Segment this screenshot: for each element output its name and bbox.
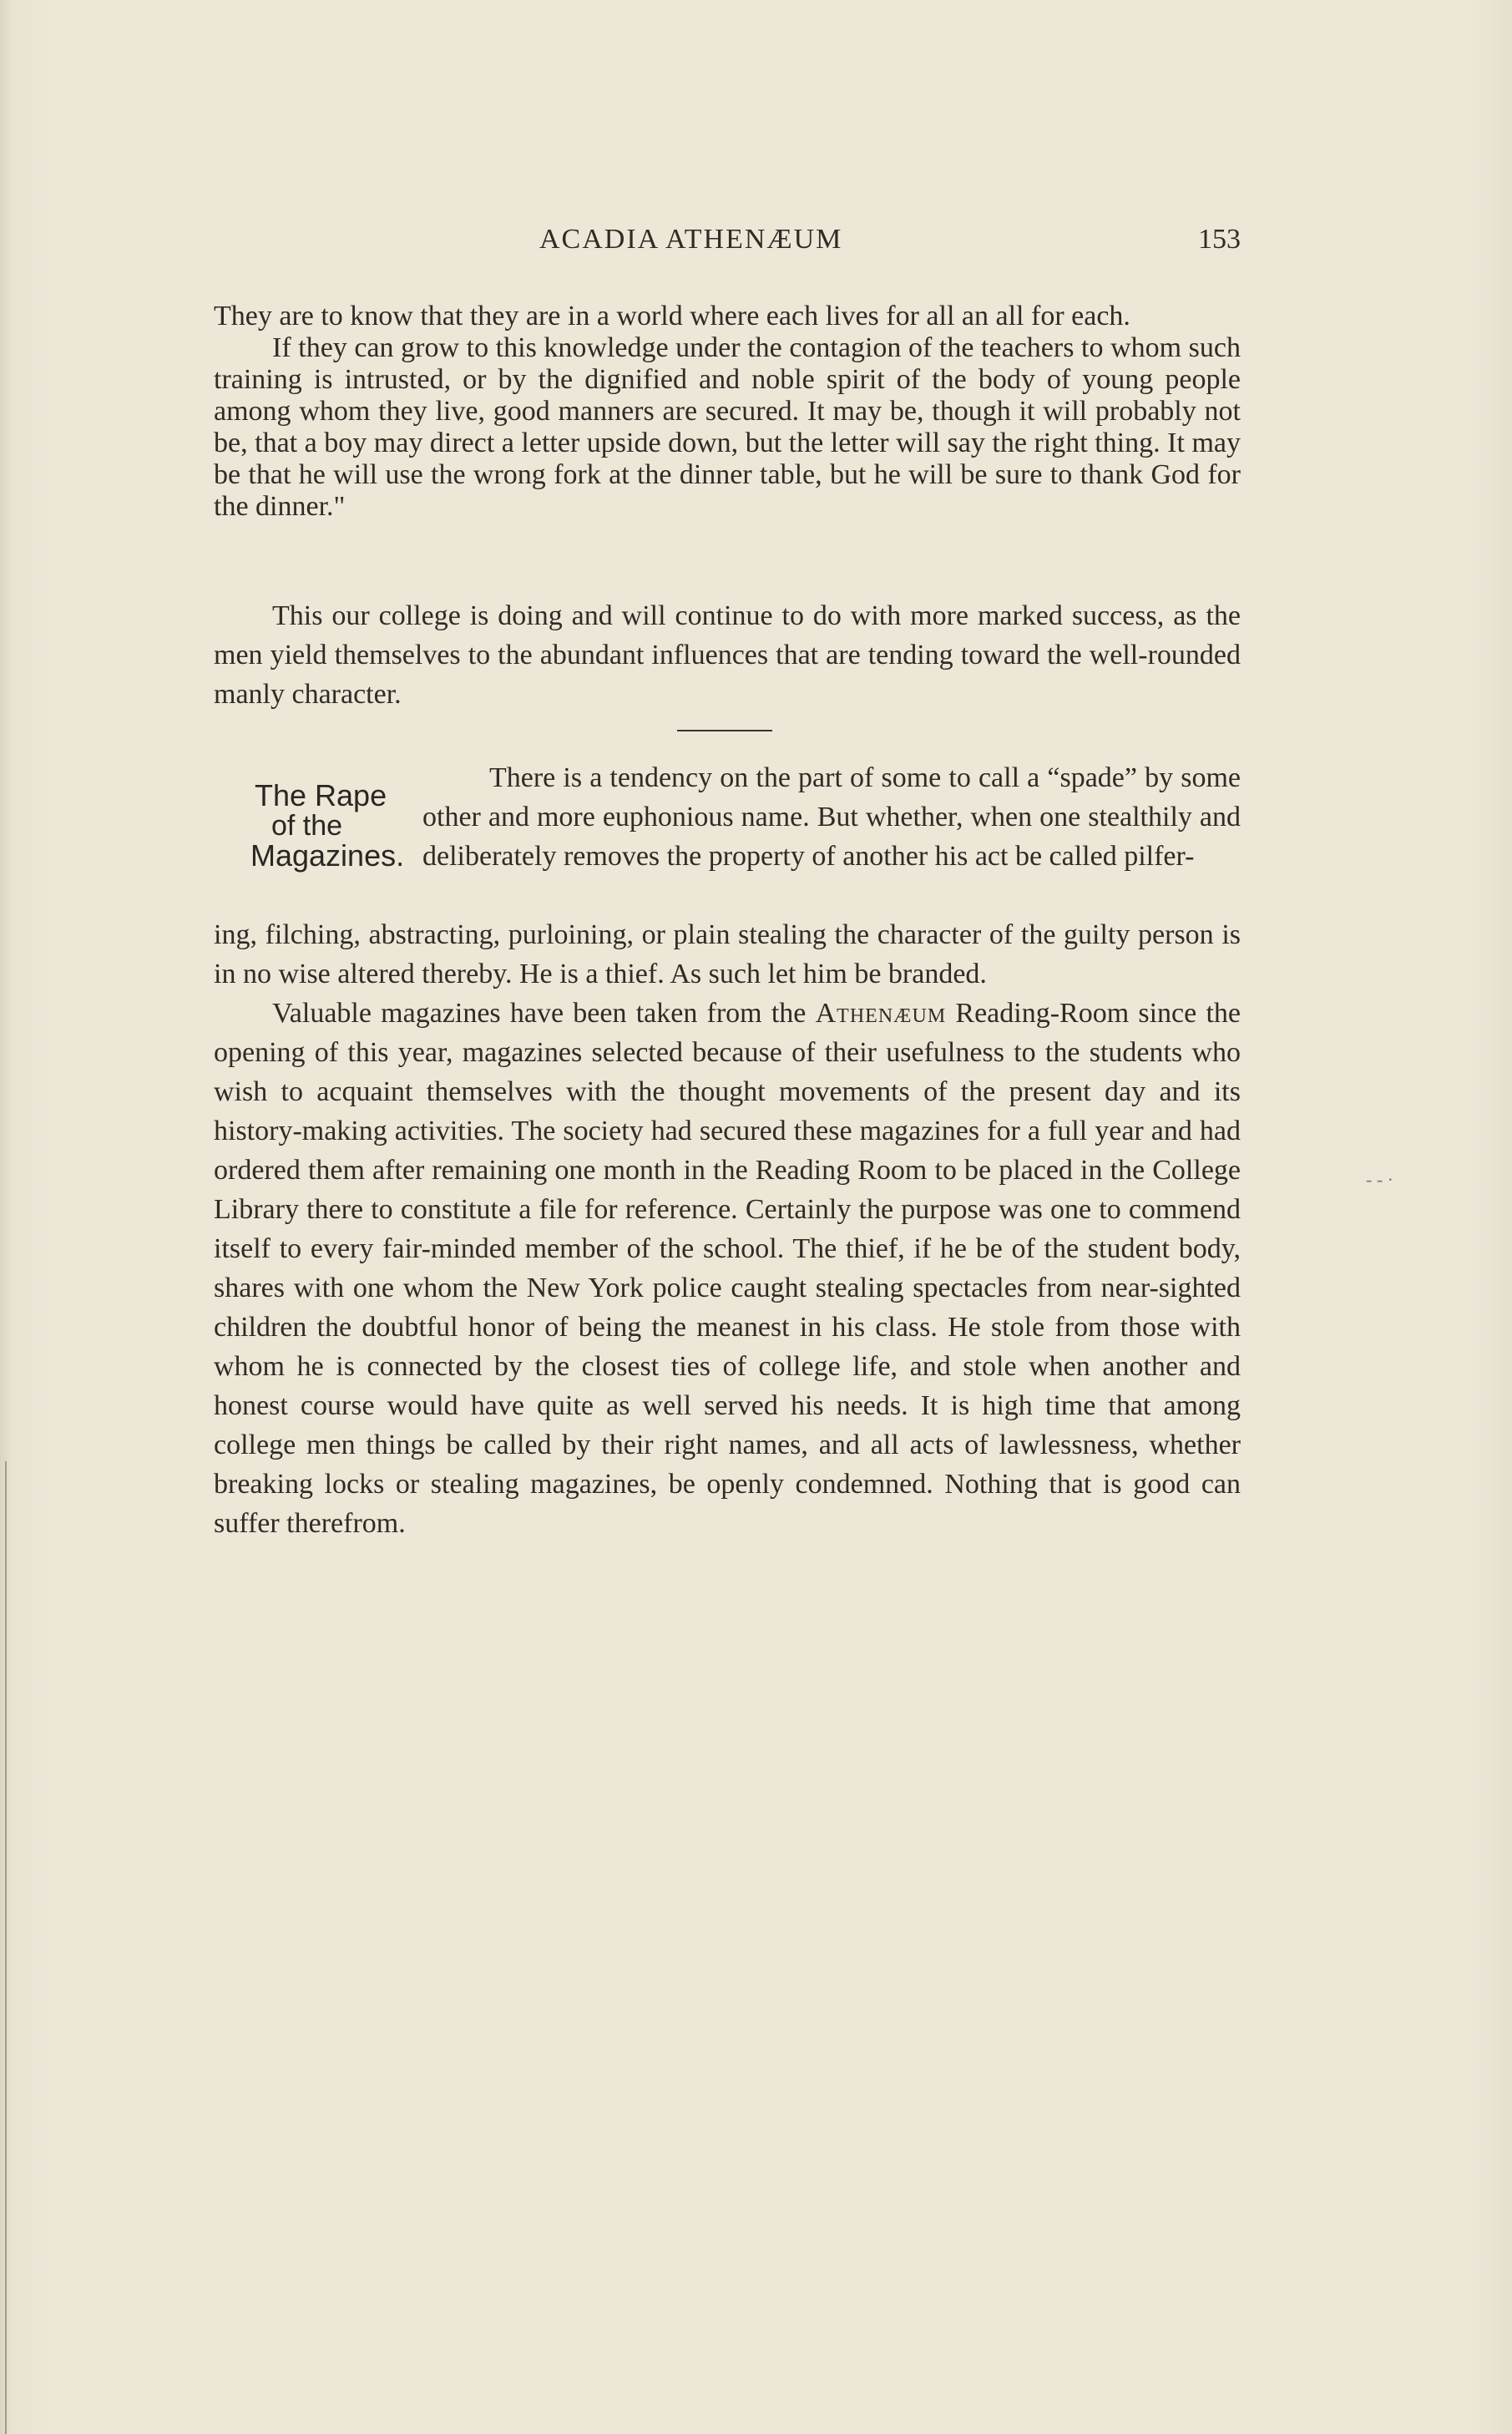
running-title: ACADIA ATHENÆUM xyxy=(539,224,843,255)
paragraph: They are to know that they are in a world where each lives for all an all for each. xyxy=(214,301,1130,331)
paragraph-text: Valuable magazines have been taken from the xyxy=(272,998,816,1029)
section-magazines-body xyxy=(214,915,1241,1543)
section-magazines-opening xyxy=(422,758,1241,876)
society-name: Athenæum xyxy=(815,998,947,1029)
paragraph: ing, filching, abstracting, purloining, or plain stealing the character of the guilty person is in no wise altered thereby. He is a thief. As such let him be branded. xyxy=(214,919,1241,989)
paragraph: If they can grow to this knowledge under the contagion of the teachers to whom such training is intrusted, or by the dignified and noble spirit of the body of young people among whom they live, good manners are secured. It may be, though it will probably not be, that a boy may direct a letter upside down, but the letter will say the right thing. It may be that he will use the wrong fork at the dinner table, but he will be sure to thank God for the dinner." xyxy=(214,332,1241,522)
paragraph: This our college is doing and will continue to do with more marked success, as the men yield themselves to the abundant influences that are tending toward the well-rounded manly character. xyxy=(214,600,1241,710)
page-header xyxy=(214,224,1241,266)
margin-mark: ‑ ‑ · xyxy=(1366,1169,1393,1190)
side-heading-line: The Rape xyxy=(255,778,387,812)
paragraph-text: Reading-Room since the opening of this year, magazines selected because of their usefulness to the students who wish to acquaint themselves with the thought movements of the present day and its history-making activities. The society had secured these magazines for a full year and had ordered them after remaining one month in the Reading Room to be placed in the College Library there to constitute a file for reference. Certainly the purpose was one to commend itself to every fair-minded member of the school. The thief, if he be of the student body, shares with one whom the New York police caught stealing spectacles from near-sighted children the doubtful honor of being the meanest in his class. He stole from those with whom he is connected by the closest ties of college life, and stole when another and honest course would have quite as well served his needs. It is high time that among college men things be called by their right names, and all acts of lawlessness, whether breaking locks or stealing magazines, be openly condemned. Nothing that is good can suffer therefrom. xyxy=(214,998,1241,1539)
paragraph: There is a tendency on the part of some to call a “spade” by some other and more euphonious name. But whether, when one stealthily and deliberately removes the property of another his act be called pilfer- xyxy=(422,762,1241,872)
side-heading-line: Magazines. xyxy=(250,838,405,873)
page-number: 153 xyxy=(1198,224,1241,255)
paragraph xyxy=(214,994,1241,1543)
side-heading xyxy=(250,778,417,873)
section-divider xyxy=(677,730,772,731)
binding-edge xyxy=(5,1461,7,2434)
section-manners-text xyxy=(214,301,1241,523)
side-heading-line: of the xyxy=(271,810,343,842)
section-manners-closing xyxy=(214,596,1241,714)
